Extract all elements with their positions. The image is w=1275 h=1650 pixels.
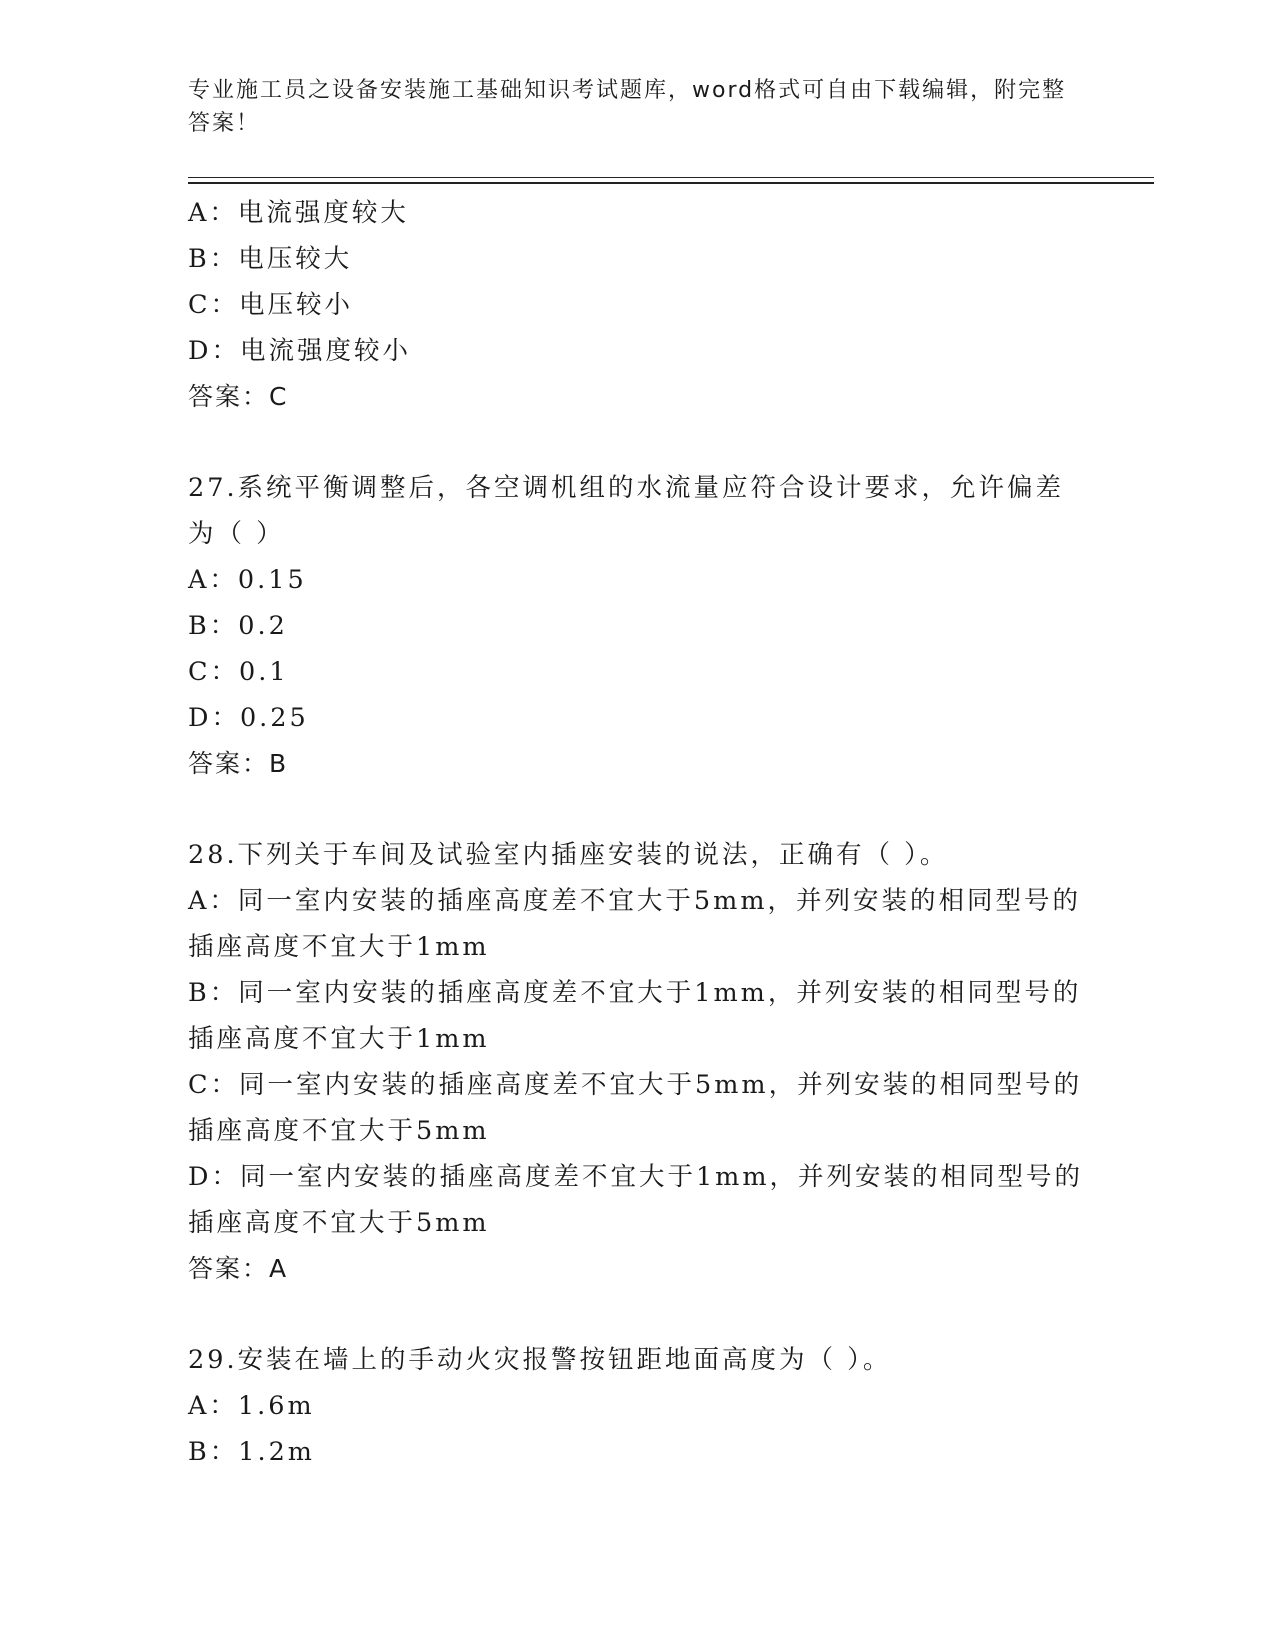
answer-line: 答案：C bbox=[188, 382, 289, 411]
header-rule-thin bbox=[188, 177, 1154, 178]
option-line: D：0.25 bbox=[188, 703, 309, 733]
option-line: D：同一室内安装的插座高度差不宜大于1mm，并列安装的相同型号的 bbox=[188, 1162, 1084, 1192]
question-block bbox=[188, 1337, 1068, 1475]
option-line: 插座高度不宜大于5mm bbox=[188, 1208, 490, 1238]
question-block bbox=[188, 465, 1068, 787]
block-spacer bbox=[188, 787, 1068, 832]
option-line: A：电流强度较大 bbox=[188, 198, 409, 228]
option-line: B：1.2m bbox=[188, 1437, 315, 1467]
option-line: C：同一室内安装的插座高度差不宜大于5mm，并列安装的相同型号的 bbox=[188, 1070, 1083, 1100]
option-line: B：同一室内安装的插座高度差不宜大于1mm，并列安装的相同型号的 bbox=[188, 978, 1082, 1008]
question-text: 29.安装在墙上的手动火灾报警按钮距地面高度为（ ）。 bbox=[188, 1345, 892, 1375]
option-line: 插座高度不宜大于1mm bbox=[188, 932, 490, 962]
document-header: 专业施工员之设备安装施工基础知识考试题库，word格式可自由下载编辑，附完整答案！ bbox=[188, 78, 1067, 136]
option-line: 插座高度不宜大于5mm bbox=[188, 1116, 490, 1146]
question-block bbox=[188, 190, 1068, 420]
question-content bbox=[188, 190, 1084, 1475]
question-text: 28.下列关于车间及试验室内插座安装的说法，正确有（ ）。 bbox=[188, 840, 949, 870]
option-line: A：0.15 bbox=[188, 565, 307, 595]
option-line: B：电压较大 bbox=[188, 244, 353, 274]
block-spacer bbox=[188, 420, 1068, 465]
option-line: D：电流强度较小 bbox=[188, 336, 411, 366]
option-line: B：0.2 bbox=[188, 611, 288, 641]
option-line: C：0.1 bbox=[188, 657, 289, 687]
option-line: C：电压较小 bbox=[188, 290, 354, 320]
question-text: 为（ ） bbox=[188, 519, 285, 549]
answer-line: 答案：B bbox=[188, 749, 289, 778]
option-line: 插座高度不宜大于1mm bbox=[188, 1024, 490, 1054]
option-line: A：同一室内安装的插座高度差不宜大于5mm，并列安装的相同型号的 bbox=[188, 886, 1082, 916]
question-block bbox=[188, 832, 1084, 1292]
option-line: A：1.6m bbox=[188, 1391, 315, 1421]
block-spacer bbox=[188, 1292, 1068, 1337]
header-rule-thick bbox=[188, 182, 1154, 184]
question-text: 27.系统平衡调整后，各空调机组的水流量应符合设计要求，允许偏差 bbox=[188, 473, 1065, 503]
answer-line: 答案：A bbox=[188, 1254, 289, 1283]
